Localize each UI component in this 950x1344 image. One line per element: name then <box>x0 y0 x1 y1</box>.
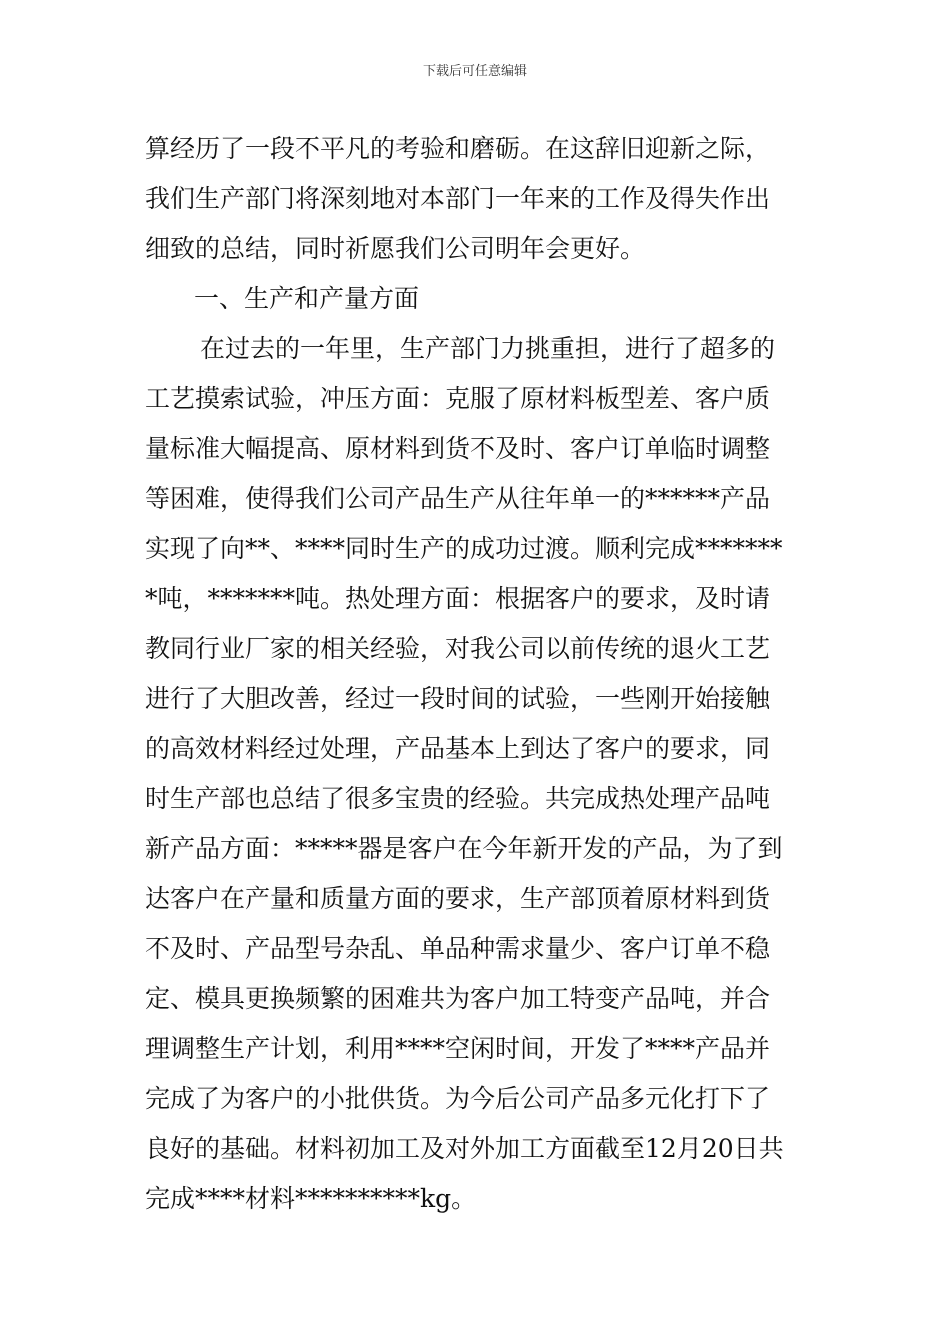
text-line: 实现了向**、****同时生产的成功过渡。顺利完成******* <box>145 534 783 563</box>
text-line: 理调整生产计划，利用****空闲时间，开发了****产品并 <box>145 1034 771 1063</box>
text-line: 算经历了一段不平凡的考验和磨砺。在这辞旧迎新之际， <box>145 134 771 163</box>
text-line: 良好的基础。材料初加工及对外加工方面截至12月20日共 <box>145 1134 784 1163</box>
text-line: 新产品方面：*****器是客户在今年新开发的产品，为了到 <box>145 834 783 863</box>
text-line: 我们生产部门将深刻地对本部门一年来的工作及得失作出 <box>145 184 771 213</box>
text-line: 教同行业厂家的相关经验，对我公司以前传统的退火工艺 <box>145 634 771 663</box>
text-line: 工艺摸索试验，冲压方面：克服了原材料板型差、客户质 <box>145 384 771 413</box>
text-line: 量标准大幅提高、原材料到货不及时、客户订单临时调整 <box>145 434 771 463</box>
text-line: 不及时、产品型号杂乱、单品种需求量少、客户订单不稳 <box>145 934 771 963</box>
section-heading: 一、生产和产量方面 <box>194 284 420 313</box>
text-line: 的高效材料经过处理，产品基本上到达了客户的要求，同 <box>145 734 771 763</box>
page-header-note: 下载后可任意编辑 <box>422 64 527 79</box>
text-line: 细致的总结，同时祈愿我们公司明年会更好。 <box>145 234 646 263</box>
text-line: 在过去的一年里，生产部门力挑重担，进行了超多的 <box>200 334 776 363</box>
text-line: 完成了为客户的小批供货。为今后公司产品多元化打下了 <box>145 1084 771 1113</box>
text-line: 进行了大胆改善，经过一段时间的试验，一些刚开始接触 <box>145 684 771 713</box>
text-line: 定、模具更换频繁的困难共为客户加工特变产品吨，并合 <box>145 984 771 1013</box>
text-line: 时生产部也总结了很多宝贵的经验。共完成热处理产品吨 <box>145 784 771 813</box>
text-line: 等困难，使得我们公司产品生产从往年单一的******产品 <box>145 484 771 513</box>
text-line: 完成****材料**********kg。 <box>145 1184 477 1213</box>
text-line: 达客户在产量和质量方面的要求，生产部顶着原材料到货 <box>145 884 771 913</box>
text-line: *吨，*******吨。热处理方面：根据客户的要求，及时请 <box>145 584 771 613</box>
